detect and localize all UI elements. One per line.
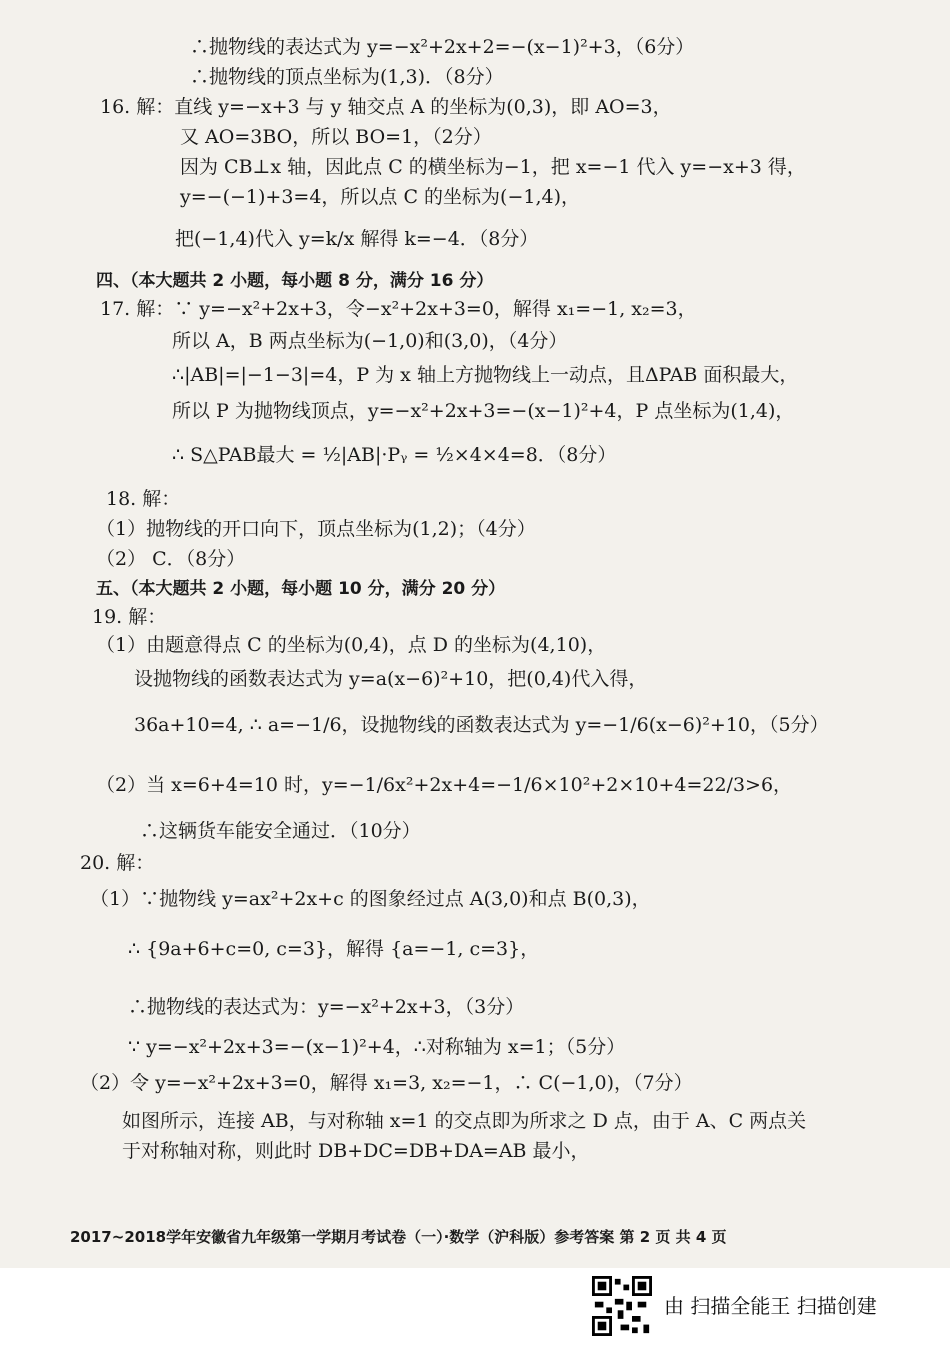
problem-20-start: 20. 解： <box>80 852 155 874</box>
section-heading-5: 五、（本大题共 2 小题，每小题 10 分，满分 20 分） <box>96 579 506 599</box>
text-line: ∵ y=−x²+2x+3=−(x−1)²+4，∴对称轴为 x=1；（5分） <box>128 1036 626 1058</box>
text-line: 如图所示，连接 AB，与对称轴 x=1 的交点即为所求之 D 点，由于 A、C 两点关 <box>122 1110 807 1132</box>
text-line: 所以 A，B 两点坐标为(−1,0)和(3,0)，（4分） <box>172 330 568 352</box>
text-line: ∴ S△PAB最大 = ½|AB|·Pᵧ = ½×4×4=8．（8分） <box>172 444 617 466</box>
problem-17-start: 17. 解：∵ y=−x²+2x+3，令−x²+2x+3=0，解得 x₁=−1, x₂=3， <box>100 298 697 320</box>
scan-credit-text: 由 扫描全能王 扫描创建 <box>664 1294 877 1318</box>
text-line: （2）令 y=−x²+2x+3=0，解得 x₁=3, x₂=−1，∴ C(−1,0)，（7分） <box>80 1072 693 1094</box>
text-line: y=−(−1)+3=4，所以点 C 的坐标为(−1,4)， <box>180 186 581 208</box>
qr-code-icon <box>592 1276 652 1336</box>
section-heading-4: 四、（本大题共 2 小题，每小题 8 分，满分 16 分） <box>96 271 494 291</box>
problem-16-start: 16. 解：直线 y=−x+3 与 y 轴交点 A 的坐标为(0,3)，即 AO=3， <box>100 96 672 118</box>
text-line: ∴抛物线的表达式为：y=−x²+2x+3，（3分） <box>128 996 525 1018</box>
text-line: ∴抛物线的顶点坐标为(1,3)．（8分） <box>190 66 504 88</box>
text-line: （1）抛物线的开口向下，顶点坐标为(1,2)；（4分） <box>96 518 536 540</box>
text-line: ∴这辆货车能安全通过．（10分） <box>140 820 421 842</box>
problem-18-start: 18. 解： <box>106 488 181 510</box>
text-line: 36a+10=4, ∴ a=−1/6，设抛物线的函数表达式为 y=−1/6(x−6)²+10，（5分） <box>134 714 829 736</box>
text-line: 又 AO=3BO，所以 BO=1，（2分） <box>180 126 492 148</box>
scan-credit-bar <box>0 1268 950 1345</box>
text-line: ∴ {9a+6+c=0, c=3}，解得 {a=−1, c=3}， <box>128 938 540 960</box>
text-line: （1）∵抛物线 y=ax²+2x+c 的图象经过点 A(3,0)和点 B(0,3)， <box>90 888 651 910</box>
text-line: ∴抛物线的表达式为 y=−x²+2x+2=−(x−1)²+3，（6分） <box>190 36 695 58</box>
text-line: （2）当 x=6+4=10 时，y=−1/6x²+2x+4=−1/6×10²+2×10+4=22/3>6， <box>96 774 793 796</box>
text-line: 于对称轴对称，则此时 DB+DC=DB+DA=AB 最小， <box>122 1140 590 1162</box>
text-line: （1）由题意得点 C 的坐标为(0,4)，点 D 的坐标为(4,10)， <box>96 634 607 656</box>
text-line: ∴|AB|=|−1−3|=4，P 为 x 轴上方抛物线上一动点，且ΔPAB 面积最大， <box>172 364 799 386</box>
page-footer: 2017~2018学年安徽省九年级第一学期月考试卷（一）·数学（沪科版）参考答案 第 2 页 共 4 页 <box>70 1228 727 1246</box>
text-line: （2） C．（8分） <box>96 548 246 570</box>
text-line: 所以 P 为抛物线顶点，y=−x²+2x+3=−(x−1)²+4，P 点坐标为(1,4)， <box>172 400 795 422</box>
problem-19-start: 19. 解： <box>92 606 167 628</box>
text-line: 因为 CB⊥x 轴，因此点 C 的横坐标为−1，把 x=−1 代入 y=−x+3 得， <box>180 156 806 178</box>
text-line: 设抛物线的函数表达式为 y=a(x−6)²+10，把(0,4)代入得， <box>134 668 648 690</box>
text-line: 把(−1,4)代入 y=k/x 解得 k=−4．（8分） <box>175 228 539 250</box>
